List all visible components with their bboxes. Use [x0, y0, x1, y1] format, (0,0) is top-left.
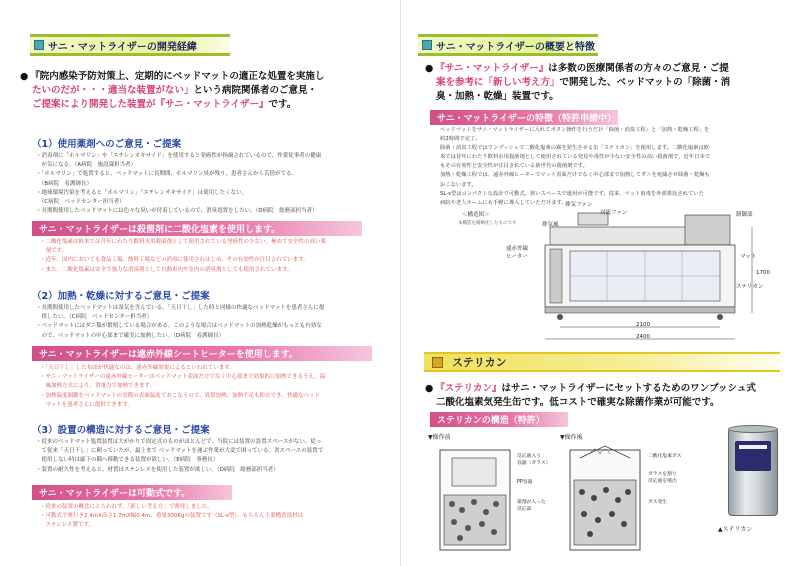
label-exhaust-duct: 排気風	[542, 222, 559, 228]
base	[545, 307, 735, 313]
wheel	[717, 314, 723, 320]
sec2-heading: （2）加熱・乾燥に対するご意見・ご提案	[32, 291, 210, 302]
label-circulation-fan: 対流ファン	[600, 210, 628, 216]
feature-bar: サニ・マットライザーの特徴（特許申請中）	[430, 110, 618, 125]
sterican-structure-bar: ステリカンの構造（特許）	[430, 412, 568, 427]
sec1-heading: （1）使用薬剤へのご意見・ご提案	[32, 139, 182, 150]
label-gas: 二酸化塩素ガス	[648, 454, 682, 459]
right-banner-title: サニ・マットライザーの概要と特徴	[436, 41, 595, 53]
diagram-note: 本構造を簡略化したものです	[458, 221, 517, 226]
label-mat: マット	[740, 254, 757, 260]
sterican-can-image	[728, 428, 778, 516]
label-reaction-part: 薬剤が入った 反応部	[517, 500, 546, 512]
feature-text: ベッドマットをサニ・マットライザーに入れてボタン操作を行うだけ「除菌・消臭工程」と「加熱・乾燥工程」を 約2時間で完了。 除菌・消臭工程ではワンプッシュで二酸化塩素の霧を発生させる缶「ステリカン」を使用します。二酸化塩素は欧 米では昔年にわたり飲料水用殺菌剤として使用されている発見や毒性が少ない安全性の高い殺菌剤で、近年日本で もその有効性と安全性が注目されている新世代の殺菌剤です。 加熱・乾燥工程では、遠赤外線ヒーターでマット表面だけでなく中心部まで加熱してダニを死滅させ除菌・乾燥も おこないます。 SL-s型はコンパクトな設計で可動式。狭いスペースで運用が可能です。従来、マット消毒を外部委託されていた 病院や老人ホームにも手軽に導入していただけます。	[440, 127, 711, 206]
bar3-text: ・従来の装置の概念にとらわれず、「新しい考え方」で開発しました。 ・可動式で奥行き2.4mX高さ1.7mX幅0.4m、重量300Kgの装置です（SL-s型）。もちろん主要構造部材は ステンレス製です。	[40, 504, 304, 529]
label-gas-generation: ガス発生	[648, 500, 668, 505]
bar1-text: ・二酸化塩素は欧米では昔年にわたり飲料水用殺菌剤として使用されている発癌性の少ない、極めて安全性の高い薬 剤です。 ・近年、国内においても食品工場、飲料工場などの消毒に使用されはじめ、その有効性が注目されています。 ・また、二酸化塩素は安全で強力な消臭剤として自動車内や室内の消臭剤としても使用されています。	[40, 239, 327, 273]
sterican-caption: ▲ステリカン	[718, 526, 753, 533]
label-heater: 遠赤外線 ヒーター	[506, 246, 529, 260]
label-height: 1700	[756, 270, 770, 276]
bullet-icon: ●	[20, 71, 29, 82]
bar-chlorine-dioxide: サニ・マットライザーは殺菌剤に二酸化塩素を使用します。	[32, 221, 362, 236]
sterican-intro: ● 『ステリカン』はサニ・マットライザーにセットするためのワンプッシュ式 二酸化塩素気発生缶です。低コストで確実な除菌作業が可能です。	[425, 383, 756, 408]
op-before-label: ▼操作前	[428, 434, 451, 441]
sec3-heading: （3）設置の構造に対するご意見・ご提案	[32, 425, 210, 436]
label-glass-vessel: 反応液入り 容器（ガラス）	[517, 454, 551, 466]
control-box	[685, 215, 730, 245]
heater-panel	[550, 249, 562, 303]
bar-mobile: サニ・マットライザーは可動式です。	[32, 485, 232, 500]
label-pp-container: PP容器	[517, 480, 533, 485]
label-exhaust-fan: 排気ファン	[565, 202, 593, 208]
sec2-text: ・長期間使用したベッドマットは湿気を含んでいる。「天日干し」した時と同様の快適なベッドマットを患者さんに提 供したい。（C病院 ベッドセンター担当者） ・ベッドマットにはダニ類が繁殖している場合がある。このような場合はベッドマットの加熱乾燥がもっとも有効な ので、ベッドマットの中心部まで確実に加熱したい。（D病院 看護師長）	[36, 305, 325, 339]
label-glass-break: ガラスを割り 反応液を噴出	[648, 472, 677, 484]
sterican-banner-title: ステリカン	[452, 356, 507, 369]
label-width-inner: 2100	[636, 322, 650, 328]
label-sterican: ステリカン	[736, 284, 764, 290]
diagram-title: ＜構造図＞	[462, 212, 490, 218]
bar2-text: ・「天日干し」した布団が快適なのは、遠赤外線効果によるといわれています。 ・サニ・マットライザーの遠赤外線ヒーターはベッドマット表面だけでなく中心部まで効果的に加熱できるうえ、温 風加熱方式により、省電力で加熱できます。 ・加熱温度制御をベッドマットの実際の表面温度でおこなうので、異常加熱、加熱不足も防止でき、快適なベッド マットを患者さんに提供できます。	[40, 365, 326, 408]
sec3-text: ・従来のベッドマット処置装置は大がかりで固定式のものがほとんどで、当院には装置の設置スペースがない。従っ て従来「天日干し」に頼っていたが、最上まで ベッドマットを運ぶ作業が大変で困っている。省スペースの装置で 使用しない時は廊下の隅へ移動できる装置が欲しい。（E病院 事務長） ・装置の耐久性を考えると、材質はステンレスを使用した装置が欲しい。（D病院 総務部担当者）	[36, 439, 324, 473]
right-section-banner	[418, 34, 598, 56]
wheel	[557, 314, 563, 320]
cube-icon	[432, 357, 443, 368]
label-width-outer: 2400	[636, 334, 650, 340]
label-control: 制御部	[736, 212, 753, 218]
cube-icon	[34, 40, 44, 50]
left-section-banner	[30, 34, 230, 56]
left-intro: ● 『院内感染予防対策上、定期的にベッドマットの適正な処置を実施し たいのだが・・・適当な装置がない」という病院関係者のご意見・ ご提案により開発した装置が『サニ・マットライザー』です。	[20, 71, 325, 110]
sterican-banner	[424, 352, 780, 372]
left-banner-title: サニ・マットライザーの開発経緯	[48, 41, 197, 53]
bar-far-infrared: サニ・マットライザーは遠赤外線シートヒーターを使用します。	[32, 346, 372, 361]
right-intro: ● 『サニ・マットライザー』は多数の医療関係者の方々のご意見・ご提 案を参考に「新しい考え方」で開発した、ベッドマットの「除菌・消 臭・加熱・乾燥」装置です。	[425, 63, 731, 102]
sec1-text: ・消毒剤に「ホルマリン」や「エチレンオキサイド」を使用すると発癌性が指摘されているので、作業従事者の健康 が気になる。（A病院 施設課担当者） ・「ホルマリン」で処置すると、ベッドマットに長期間、ホルマリン臭が残り、患者さんから苦情がでる。 （B病院 看護師長） ・地球環境汚染を考えると「ホルマリン」「エチレンオキサイド」は使用したくない。 （C病院 ベッドセンター担当者） ・長期間使用したベッドマットには色々な臭いが付着しているので、消臭処置をしたい。（D病院 総務部担当者）	[36, 153, 322, 215]
cube-icon	[422, 40, 432, 50]
op-after-label: ▼操作後	[560, 434, 583, 441]
glass-vessel-before	[452, 458, 496, 486]
